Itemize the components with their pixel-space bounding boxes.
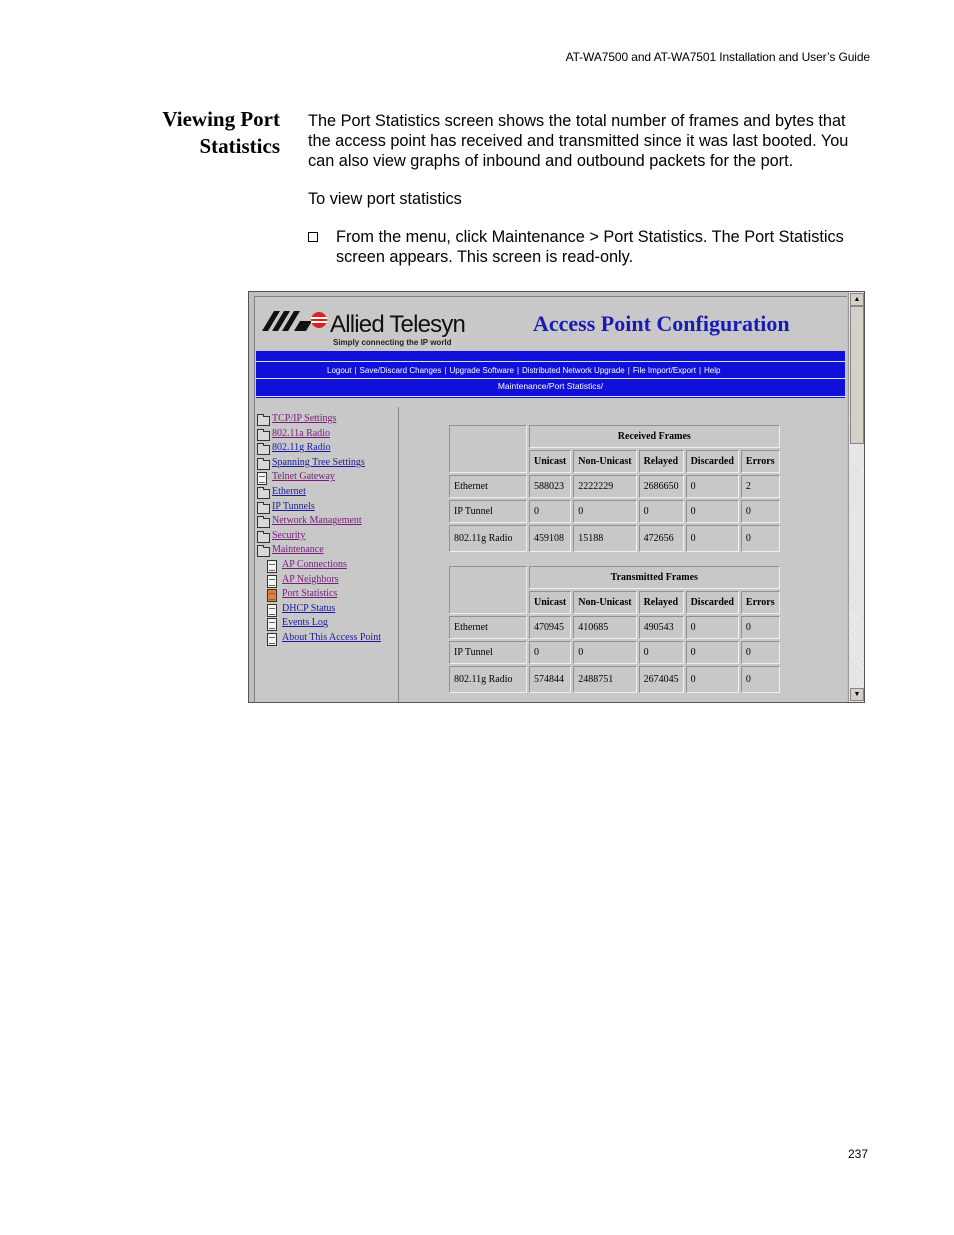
column-header: Non-Unicast <box>573 450 636 473</box>
menu-item-7[interactable]: Network Management <box>272 515 362 527</box>
folder-icon <box>257 416 270 426</box>
nav-separator: | <box>444 366 447 375</box>
scroll-up-arrow-icon[interactable]: ▲ <box>850 293 864 306</box>
scrollbar-thumb[interactable] <box>850 306 864 444</box>
nav-link-2[interactable]: Upgrade Software <box>449 366 514 375</box>
procedure-heading: To view port statistics <box>308 190 462 208</box>
folder-icon <box>257 460 270 470</box>
open-folder-icon <box>257 547 270 557</box>
left-menu <box>255 407 399 703</box>
document-icon <box>267 575 277 588</box>
menu-item-5[interactable]: Ethernet <box>272 486 306 497</box>
column-header: Errors <box>741 450 780 473</box>
folder-icon <box>257 445 270 455</box>
folder-icon <box>257 504 270 514</box>
table-row <box>449 616 780 639</box>
app-title: Access Point Configuration <box>533 311 790 336</box>
menu-item-9[interactable]: Maintenance <box>272 544 324 556</box>
stat-value: 2 <box>741 475 780 498</box>
corner-cell <box>449 425 527 473</box>
allied-telesyn-logo <box>260 309 490 347</box>
port-name: IP Tunnel <box>449 641 527 664</box>
checkbox-bullet-icon <box>308 232 318 242</box>
active-document-icon <box>267 589 277 602</box>
transmitted-frames-header: Transmitted Frames <box>529 566 780 589</box>
folder-icon <box>257 431 270 441</box>
column-header: Errors <box>741 591 780 614</box>
stat-value: 0 <box>686 525 739 552</box>
stat-value: 0 <box>686 616 739 639</box>
stat-value: 0 <box>686 475 739 498</box>
column-header: Unicast <box>529 450 571 473</box>
corner-cell <box>449 566 527 614</box>
menu-item-3[interactable]: Spanning Tree Settings <box>272 456 365 468</box>
stat-value: 2686650 <box>639 475 684 498</box>
nav-link-0[interactable]: Logout <box>327 366 352 375</box>
nav-separator: | <box>516 366 520 375</box>
port-name: 802.11g Radio <box>449 666 527 693</box>
vertical-scrollbar[interactable] <box>848 292 864 702</box>
stat-value: 459108 <box>529 525 571 552</box>
stat-value: 0 <box>639 641 684 664</box>
stat-value: 15188 <box>573 525 636 552</box>
stat-value: 0 <box>686 641 739 664</box>
table-row <box>449 641 780 664</box>
browser-viewport <box>254 296 847 703</box>
allied-telesyn-logo-icon <box>260 309 328 333</box>
procedure-step <box>308 227 868 267</box>
menu-item-0[interactable]: TCP/IP Settings <box>272 413 337 424</box>
received-frames-table <box>447 423 782 554</box>
menu-item-11[interactable]: AP Neighbors <box>282 573 339 585</box>
menu-item-4[interactable]: Telnet Gateway <box>272 471 335 483</box>
scroll-down-arrow-icon[interactable]: ▼ <box>850 688 864 701</box>
stat-value: 0 <box>741 641 780 664</box>
menu-item-6[interactable]: IP Tunnels <box>272 500 315 512</box>
nav-link-4[interactable]: File Import/Export <box>632 366 696 375</box>
stat-value: 0 <box>686 500 739 523</box>
menu-item-1[interactable]: 802.11a Radio <box>272 427 330 439</box>
stat-value: 410685 <box>573 616 636 639</box>
folder-icon <box>257 518 270 528</box>
received-frames-header: Received Frames <box>529 425 780 448</box>
running-header: AT-WA7500 and AT-WA7501 Installation and User’s Guide <box>565 50 870 64</box>
document-icon <box>267 618 277 631</box>
stat-value: 0 <box>741 525 780 552</box>
nav-link-1[interactable]: Save/Discard Changes <box>359 366 442 375</box>
column-header: Non-Unicast <box>573 591 636 614</box>
screenshot-figure <box>248 291 865 703</box>
column-header: Unicast <box>529 591 571 614</box>
nav-link-5[interactable]: Help <box>704 366 721 375</box>
menu-item-10[interactable]: AP Connections <box>282 559 347 570</box>
folder-icon <box>257 533 270 543</box>
logo-tagline: Simply connecting the IP world <box>333 338 452 347</box>
column-header: Relayed <box>639 591 684 614</box>
stat-value: 2222229 <box>573 475 636 498</box>
stat-value: 588023 <box>529 475 571 498</box>
menu-item-8[interactable]: Security <box>272 529 306 541</box>
stat-value: 0 <box>573 500 636 523</box>
nav-separator: | <box>698 366 702 375</box>
stat-value: 0 <box>639 500 684 523</box>
port-name: IP Tunnel <box>449 500 527 523</box>
table-row <box>449 500 780 523</box>
stat-value: 0 <box>529 500 571 523</box>
stat-value: 2674045 <box>639 666 684 693</box>
procedure-step-text: From the menu, click Maintenance > Port Statistics. The Port Statistics screen appears. This screen is read-only. <box>336 228 844 266</box>
port-name: Ethernet <box>449 616 527 639</box>
stat-value: 2488751 <box>573 666 636 693</box>
stat-value: 574844 <box>529 666 571 693</box>
folder-icon <box>257 489 270 499</box>
transmitted-frames-table <box>447 564 782 695</box>
page-number: 237 <box>847 1147 868 1161</box>
document-icon <box>267 560 277 573</box>
stat-value: 0 <box>573 641 636 664</box>
nav-separator: | <box>354 366 357 375</box>
stat-value: 490543 <box>639 616 684 639</box>
menu-item-2[interactable]: 802.11g Radio <box>272 442 331 454</box>
table-row <box>449 666 780 693</box>
port-name: 802.11g Radio <box>449 525 527 552</box>
section-title: Viewing Port Statistics <box>162 107 280 158</box>
table-row <box>449 475 780 498</box>
menu-item-12[interactable]: Port Statistics <box>282 588 338 600</box>
menu-item-15[interactable]: About This Access Point <box>282 632 381 643</box>
document-icon <box>267 633 277 646</box>
stat-value: 0 <box>741 500 780 523</box>
stat-value: 470945 <box>529 616 571 639</box>
document-icon <box>267 604 277 617</box>
top-nav-bar <box>256 351 845 398</box>
column-header: Relayed <box>639 450 684 473</box>
breadcrumb: Maintenance/Port Statistics/ <box>497 381 604 391</box>
stat-value: 0 <box>741 616 780 639</box>
logo-wordmark: Allied Telesyn <box>330 311 466 338</box>
column-header: Discarded <box>686 450 739 473</box>
nav-link-3[interactable]: Distributed Network Upgrade <box>522 366 625 375</box>
top-nav-links <box>327 366 720 375</box>
column-header: Discarded <box>686 591 739 614</box>
port-name: Ethernet <box>449 475 527 498</box>
stat-value: 472656 <box>639 525 684 552</box>
menu-item-14[interactable]: Events Log <box>282 617 328 629</box>
stat-value: 0 <box>686 666 739 693</box>
document-icon <box>257 472 267 485</box>
intro-paragraph: The Port Statistics screen shows the total number of frames and bytes that the access point has received and transmitted since it was last booted. You can also view graphs of inbound and outbound packets for the port. <box>308 112 849 170</box>
menu-item-13[interactable]: DHCP Status <box>282 602 336 614</box>
stat-value: 0 <box>529 641 571 664</box>
nav-separator: | <box>627 366 630 375</box>
table-row <box>449 525 780 552</box>
stat-value: 0 <box>741 666 780 693</box>
